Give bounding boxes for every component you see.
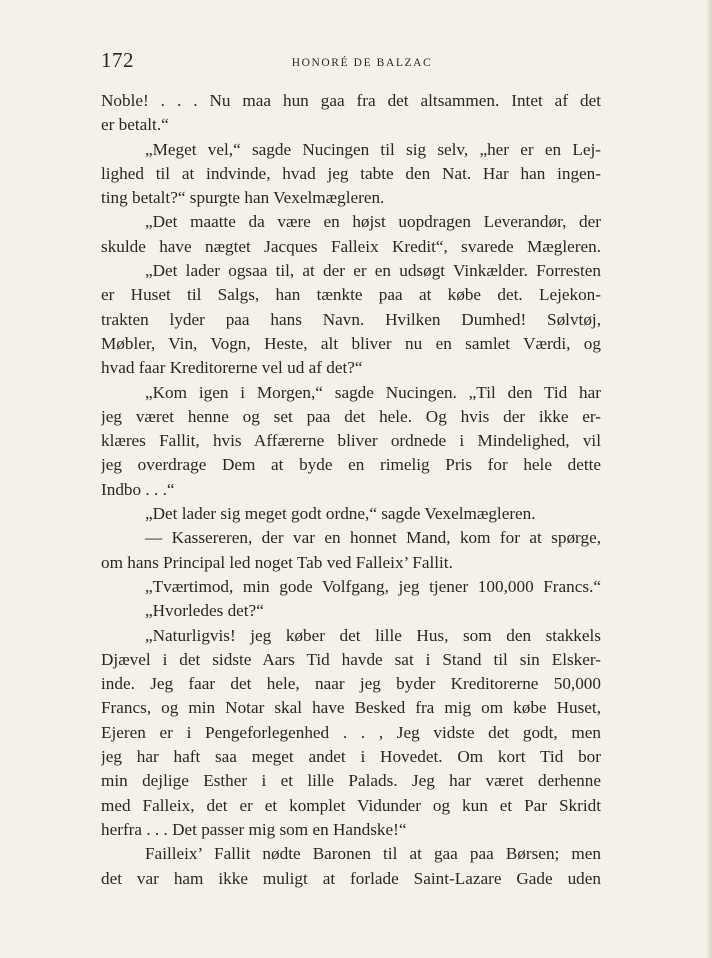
text-line: „Hvorledes det?“ (145, 601, 264, 621)
text-line: om hans Principal led noget Tab ved Falleix’ Fallit. (101, 552, 453, 572)
text-line: skulde have nægtet Jacques Falleix Kredit“, svarede Mægleren. (101, 236, 601, 256)
page-edge (706, 0, 712, 958)
text-line: „Det lader ogsaa til, at der er en udsøgt Vinkælder. Forresten (145, 261, 601, 281)
text-line: ting betalt?“ spurgte han Vexelmægleren. (101, 188, 385, 208)
text-line: hvad faar Kreditorerne vel ud af det?“ (101, 358, 363, 378)
text-line: jeg overdrage Dem at byde en rimelig Pris for hele dette (101, 455, 601, 475)
text-line: lighed til at indvinde, hvad jeg tabte den Nat. Har han ingen- (101, 163, 601, 183)
text-line: — Kassereren, der var en honnet Mand, kom for at spørge, (145, 528, 601, 548)
text-line: klæres Fallit, hvis Affærerne bliver ordnede i Mindelighed, vil (101, 431, 601, 451)
text-line: „Meget vel,“ sagde Nucingen til sig selv, „her er en Lej- (145, 139, 601, 159)
text-line: „Tværtimod, min gode Volfgang, jeg tjener 100,000 Francs.“ (145, 576, 601, 596)
text-line: trakten lyder paa hans Navn. Hvilken Dumhed! Sølvtøj, (101, 309, 601, 329)
text-line: Møbler, Vin, Vogn, Heste, alt bliver nu en samlet Værdi, og (101, 333, 601, 353)
text-line: det var ham ikke muligt at forlade Saint-Lazare Gade uden (101, 868, 601, 888)
text-line: Indbo . . .“ (101, 479, 175, 499)
text-line: inde. Jeg faar det hele, naar jeg byder Kreditorerne 50,000 (101, 674, 601, 694)
text-line: Ejeren er i Pengeforlegenhed . . , Jeg vidste det godt, men (101, 722, 601, 742)
text-line: min dejlige Esther i et lille Palads. Jeg har været derhenne (101, 771, 601, 791)
text-line: jeg har haft saa meget andet i Hovedet. Om kort Tid bor (101, 747, 601, 767)
text-line: „Naturligvis! jeg køber det lille Hus, som den stakkels (145, 625, 601, 645)
text-line: „Kom igen i Morgen,“ sagde Nucingen. „Til den Tid har (145, 382, 601, 402)
text-line: er betalt.“ (101, 115, 169, 135)
text-line: Francs, og min Notar skal have Besked fra mig om købe Huset, (101, 698, 601, 718)
page-header (101, 48, 601, 78)
text-line: Noble! . . . Nu maa hun gaa fra det altsammen. Intet af det (101, 91, 601, 110)
page-number: 172 (101, 48, 134, 72)
text-line: „Det maatte da være en højst uopdragen Leverandør, der (145, 212, 601, 232)
text-line: med Falleix, det er et komplet Vidunder og kun et Par Skridt (101, 795, 601, 815)
text-line: jeg været henne og set paa det hele. Og hvis der ikke er- (101, 406, 601, 426)
body-text (101, 89, 601, 891)
text-line: er Huset til Salgs, han tænkte paa at købe det. Lejekon- (101, 285, 601, 305)
text-line: „Det lader sig meget godt ordne,“ sagde Vexelmægleren. (145, 504, 536, 524)
text-line: Failleix’ Fallit nødte Baronen til at gaa paa Børsen; men (145, 844, 601, 864)
text-line: herfra . . . Det passer mig som en Handske!“ (101, 819, 407, 839)
running-head: HONORÉ DE BALZAC (291, 57, 433, 69)
text-line: Djævel i det sidste Aars Tid havde sat i Stand til sin Elsker- (101, 649, 601, 669)
